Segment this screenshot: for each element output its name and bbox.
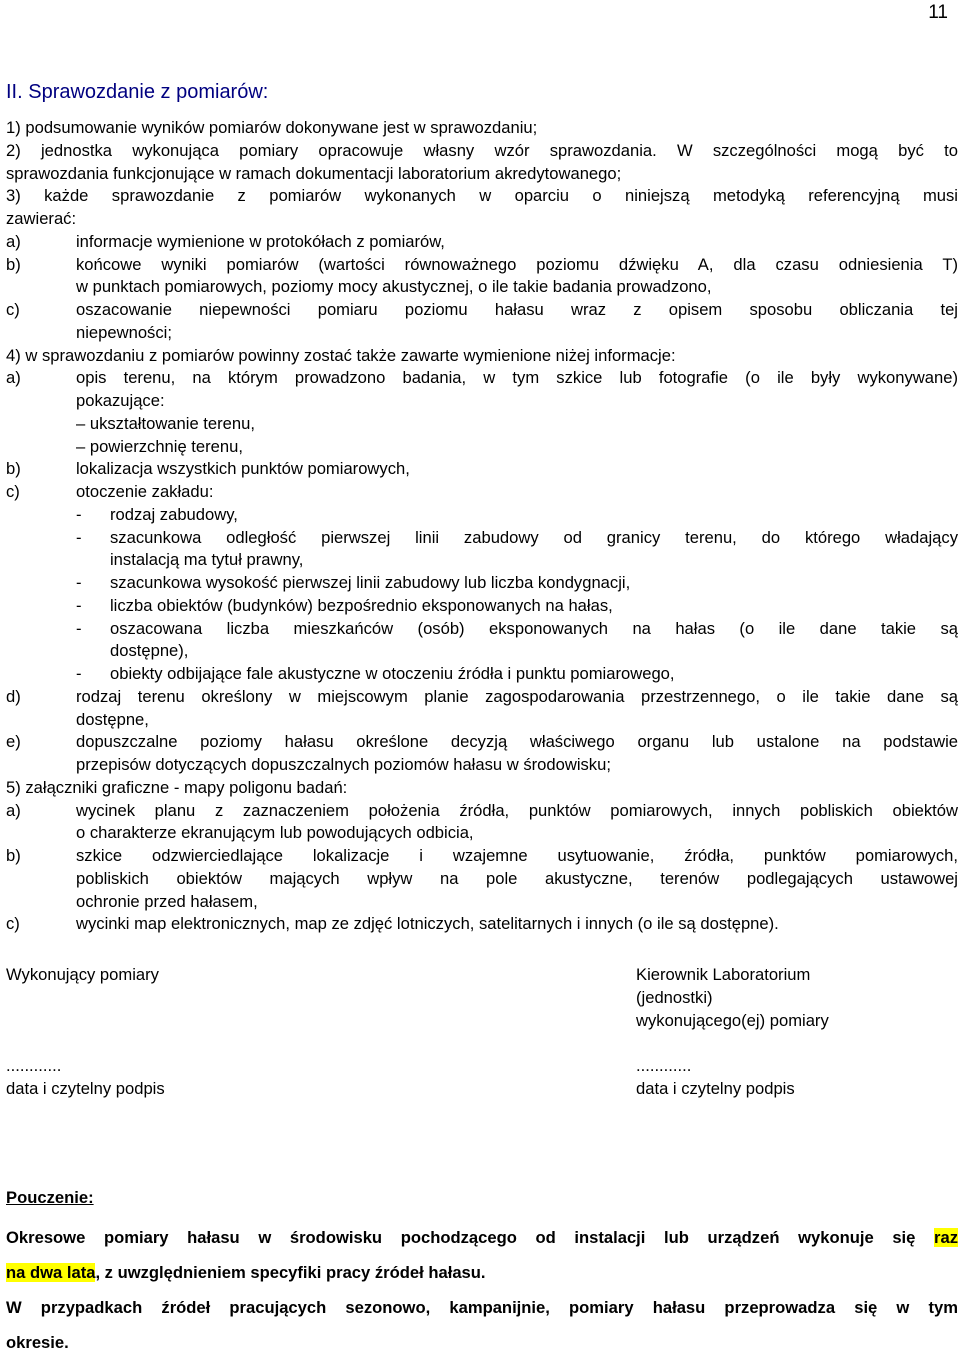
list-text: otoczenie zakładu: [76, 482, 214, 501]
list-text: pobliskich obiektów mających wpływ na pole akustyczne, terenów podlegających ustawowej [76, 868, 958, 888]
signature-dots: ............ [6, 1056, 62, 1075]
item-5: 5) załączniki graficzne - mapy poligonu badań: [6, 777, 348, 797]
list-text: dopuszczalne poziomy hałasu określone decyzją właściwego organu lub ustalone na podstawie [76, 732, 958, 752]
item-4: 4) w sprawozdaniu z pomiarów powinny zostać także zawarte wymienione niżej informacje: [6, 345, 676, 365]
list-label: e) [6, 732, 21, 752]
item-3-line-1: 3) każde sprawozdanie z pomiarów wykonanych w oparciu o niniejszą metodyką referencyjną musi [6, 186, 958, 206]
page-number: 11 [928, 2, 948, 23]
list-text: w punktach pomiarowych, poziomy mocy akustycznej, o ile takie badania prowadzono, [76, 277, 712, 297]
signature-caption: data i czytelny podpis [636, 1078, 795, 1098]
dash-item: - szacunkowa odległość pierwszej linii zabudowy od granicy terenu, do którego władający instalacją ma tytuł prawny, [76, 527, 958, 570]
signature-title: Wykonujący pomiary [6, 965, 159, 984]
dash-item: – powierzchnię terenu, [76, 436, 243, 456]
dash-item: - obiekty odbijające fale akustyczne w otoczeniu źródła i punktu pomiarowego, [76, 664, 675, 683]
list-label: c) [6, 482, 20, 501]
item-1: 1) podsumowanie wyników pomiarów dokonywane jest w sprawozdaniu; [6, 118, 538, 137]
list-text: dostępne, [76, 709, 149, 729]
signature-right [636, 964, 829, 1032]
item-3-b [6, 254, 958, 300]
dash-item: - rodzaj zabudowy, [76, 504, 238, 524]
dash-item: - szacunkowa wysokość pierwszej linii zabudowy lub liczba kondygnacji, [76, 573, 631, 592]
item-2-line-1: 2) jednostka wykonująca pomiary opracowuje własny wzór sprawozdania. W szczególności mogą być to [6, 140, 958, 160]
list-text: wycinki map elektronicznych, map ze zdjęć lotniczych, satelitarnych i innych (o ile są dostępne). [76, 914, 779, 934]
list-text: niepewności; [76, 322, 172, 342]
item-4-a [6, 367, 958, 413]
list-text: informacje wymienione w protokółach z pomiarów, [76, 231, 445, 251]
dash-item: – ukształtowanie terenu, [76, 413, 255, 433]
list-text: przepisów dotyczących dopuszczalnych poziomów hałasu w środowisku; [76, 755, 611, 774]
list-text: ochronie przed hałasem, [76, 891, 258, 911]
list-label: b) [6, 846, 21, 865]
notice-line: na dwa lata, z uwzględnieniem specyfiki pracy źródeł hałasu. [6, 1263, 486, 1282]
list-label: a) [6, 800, 21, 820]
signature-title: (jednostki) [636, 987, 713, 1007]
list-text: wycinek planu z zaznaczeniem położenia źródła, punktów pomiarowych, innych pobliskich obiektów [76, 800, 958, 820]
list-text: szkice odzwierciedlające lokalizacje i wzajemne usytuowanie, źródła, punktów pomiarowych, [76, 846, 958, 865]
notice [6, 1188, 958, 1360]
list-label: a) [6, 231, 21, 251]
list-text: oszacowanie niepewności pomiaru poziomu hałasu wraz z opisem sposobu obliczania tej [76, 300, 958, 319]
signature-left-line [6, 1055, 165, 1101]
item-3-c [6, 299, 958, 345]
highlighted-text: na dwa lata [6, 1263, 96, 1282]
notice-title: Pouczenie: [6, 1188, 94, 1207]
item-4-b [6, 458, 958, 481]
list-label: b) [6, 254, 21, 274]
item-5-a [6, 800, 958, 846]
item-4-e [6, 731, 958, 777]
dash-item: - oszacowana liczba mieszkańców (osób) eksponowanych na hałas (o ile dane takie są dostępne), [76, 618, 958, 661]
item-5-b [6, 845, 958, 913]
signature-right-line [636, 1055, 795, 1101]
signature-caption: data i czytelny podpis [6, 1078, 165, 1098]
list-text: pokazujące: [76, 391, 165, 410]
item-5-c [6, 913, 958, 936]
section-heading: II. Sprawozdanie z pomiarów: [6, 81, 269, 103]
item-2-line-2: sprawozdania funkcjonujące w ramach dokumentacji laboratorium akredytowanego; [6, 163, 622, 183]
signature-title: wykonującego(ej) pomiary [636, 1010, 829, 1030]
item-3-a [6, 231, 958, 254]
notice-line: Okresowe pomiary hałasu w środowisku pochodzącego od instalacji lub urządzeń wykonuje się raz [6, 1228, 958, 1247]
notice-line: W przypadkach źródeł pracujących sezonowo, kampanijnie, pomiary hałasu przeprowadza się w tym [6, 1298, 958, 1317]
list-text: rodzaj terenu określony w miejscowym planie zagospodarowania przestrzennego, o ile takie dane są [76, 686, 958, 706]
dash-item: - liczba obiektów (budynków) bezpośrednio eksponowanych na hałas, [76, 595, 613, 615]
notice-line: okresie. [6, 1333, 69, 1352]
list-text: opis terenu, na którym prowadzono badania, w tym szkice lub fotografie (o ile były wykonywane) [76, 368, 958, 388]
highlighted-text: raz [934, 1228, 958, 1247]
report-requirements [6, 117, 958, 936]
list-label: a) [6, 368, 21, 388]
list-text: o charakterze ekranującym lub powodujących odbicia, [76, 823, 474, 843]
item-3-line-2: zawierać: [6, 209, 77, 228]
signature-left [6, 964, 159, 987]
list-text: końcowe wyniki pomiarów (wartości równoważnego poziomu dźwięku A, dla czasu odniesienia T) [76, 254, 958, 274]
signature-dots: ............ [636, 1056, 692, 1075]
item-4-d [6, 686, 958, 732]
list-text: lokalizacja wszystkich punktów pomiarowych, [76, 459, 410, 479]
signature-title: Kierownik Laboratorium [636, 965, 811, 984]
item-4-c [6, 481, 958, 504]
list-label: c) [6, 300, 20, 319]
list-label: b) [6, 459, 21, 479]
list-label: c) [6, 914, 20, 934]
list-label: d) [6, 686, 21, 706]
